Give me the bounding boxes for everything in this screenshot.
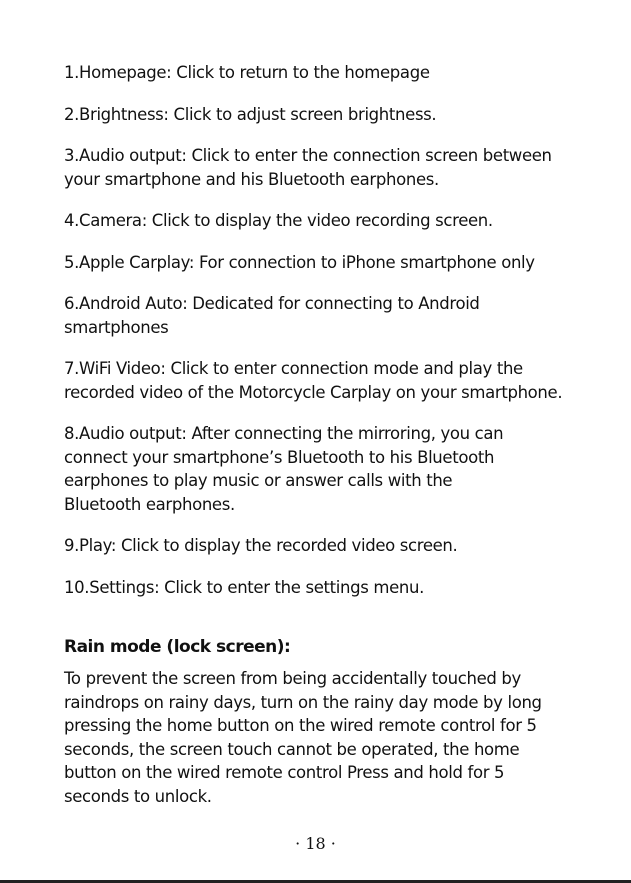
item-camera: 4.Camera: Click to display the video recording screen. <box>64 211 493 230</box>
item-settings: 10.Settings: Click to enter the settings menu. <box>64 577 425 597</box>
item-audio-output-mirroring: 8.Audio output: After connecting the mirroring, you can connect your smartphone’s Bluetooth to his Bluetooth earphones to play music or answer calls with the Bluetooth earphones. <box>64 424 504 514</box>
item-wifi-video: 7.WiFi Video: Click to enter connection mode and play the recorded video of the Motorcycle Carplay on your smartphone. <box>64 359 563 402</box>
item-android-auto: 6.Android Auto: Dedicated for connecting to Android smartphones <box>64 294 480 337</box>
item-homepage: 1.Homepage: Click to return to the homepage <box>64 63 430 82</box>
item-apple-carplay: 5.Apple Carplay: For connection to iPhone smartphone only <box>64 252 535 272</box>
rain-mode-description: To prevent the screen from being accidentally touched by raindrops on rainy days, turn on the rainy day mode by long pressing the home button on the wired remote control for 5 seconds, the screen touch cannot be operated, the home button on the wired remote control Press and hold for 5 seconds to unlock. <box>64 669 542 806</box>
page-number: · 18 · <box>295 834 336 853</box>
item-audio-output-connection: 3.Audio output: Click to enter the connection screen between your smartphone and his Bluetooth earphones. <box>64 146 552 189</box>
rain-mode-heading: Rain mode (lock screen): <box>64 637 291 657</box>
item-brightness: 2.Brightness: Click to adjust screen brightness. <box>64 104 437 124</box>
manual-content <box>64 61 564 808</box>
item-play: 9.Play: Click to display the recorded video screen. <box>64 536 458 555</box>
